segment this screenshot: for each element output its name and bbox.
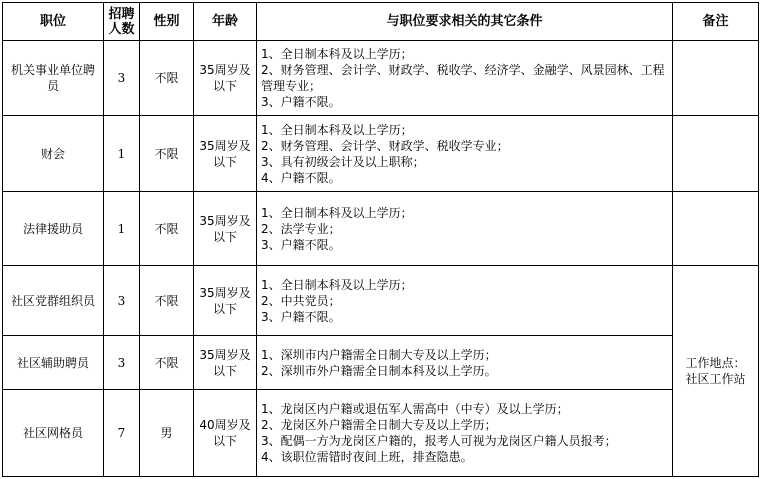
cell-remarks-community: 工作地点：社区工作站 [673,266,759,477]
cell-age: 35周岁及以下 [194,41,257,116]
cell-position: 财会 [3,116,104,192]
table-row [3,116,759,192]
cell-remarks-empty [673,116,759,192]
requirement-line: 1、全日制本科及以上学历； [261,205,413,220]
requirement-line: 2、中共党员； [261,293,341,308]
requirement-line: 2、法学专业； [261,221,341,236]
table-row [3,336,759,390]
cell-gender: 不限 [140,266,194,336]
recruitment-table [2,2,759,477]
requirement-line: 1、全日制本科及以上学历； [261,47,413,61]
header-gender: 性别 [140,3,194,41]
header-count: 招聘人数 [104,3,140,41]
cell-position: 社区网格员 [3,390,104,477]
requirement-line: 2、财务管理、会计学、财政学、税收学、经济学、金融学、风景园林、工程管理专业； [261,63,665,93]
header-remarks: 备注 [673,3,759,41]
requirement-line: 3、户籍不限。 [261,95,341,109]
cell-position: 机关事业单位聘员 [3,41,104,116]
cell-position: 社区党群组织员 [3,266,104,336]
cell-remarks-empty [673,192,759,266]
requirement-line: 1、深圳市内户籍需全日制大专及以上学历； [261,347,497,362]
cell-age: 35周岁及以下 [194,266,257,336]
header-requirements: 与职位要求相关的其它条件 [257,3,673,41]
requirement-line: 4、户籍不限。 [261,170,341,185]
requirement-line: 3、配偶一方为龙岗区户籍的，报考人可视为龙岗区户籍人员报考； [261,434,617,448]
requirement-line: 1、龙岗区内户籍或退伍军人需高中（中专）及以上学历； [261,402,569,416]
cell-age: 40周岁及以下 [194,390,257,477]
cell-count: 3 [104,336,140,390]
requirement-line: 1、全日制本科及以上学历； [261,277,413,292]
cell-position: 社区辅助聘员 [3,336,104,390]
cell-gender: 不限 [140,192,194,266]
cell-age: 35周岁及以下 [194,336,257,390]
requirement-line: 2、深圳市外户籍需全日制本科及以上学历。 [261,363,497,378]
cell-requirements [257,266,673,336]
requirement-line: 4、该职位需错时夜间上班，排查隐患。 [261,450,473,464]
cell-gender: 不限 [140,116,194,192]
cell-count: 1 [104,116,140,192]
requirement-line: 3、户籍不限。 [261,237,341,252]
cell-requirements [257,41,673,116]
cell-count: 1 [104,192,140,266]
table-row [3,192,759,266]
cell-requirements [257,336,673,390]
cell-position: 法律援助员 [3,192,104,266]
table-row [3,390,759,477]
requirement-line: 2、财务管理、会计学、财政学、税收学专业； [261,138,509,153]
requirement-line: 2、龙岗区外户籍需全日制大专及以上学历； [261,418,497,432]
cell-age: 35周岁及以下 [194,192,257,266]
table-row [3,41,759,116]
requirement-line: 3、具有初级会计及以上职称； [261,154,425,169]
header-age: 年龄 [194,3,257,41]
cell-count: 3 [104,41,140,116]
cell-remarks-empty [673,41,759,116]
requirement-line: 3、户籍不限。 [261,309,341,324]
header-row [3,3,759,41]
table-row [3,266,759,336]
cell-age: 35周岁及以下 [194,116,257,192]
requirement-line: 1、全日制本科及以上学历； [261,122,413,137]
header-position: 职位 [3,3,104,41]
cell-gender: 不限 [140,41,194,116]
cell-requirements [257,390,673,477]
cell-requirements [257,192,673,266]
cell-gender: 不限 [140,336,194,390]
cell-gender: 男 [140,390,194,477]
cell-count: 7 [104,390,140,477]
cell-requirements [257,116,673,192]
cell-count: 3 [104,266,140,336]
